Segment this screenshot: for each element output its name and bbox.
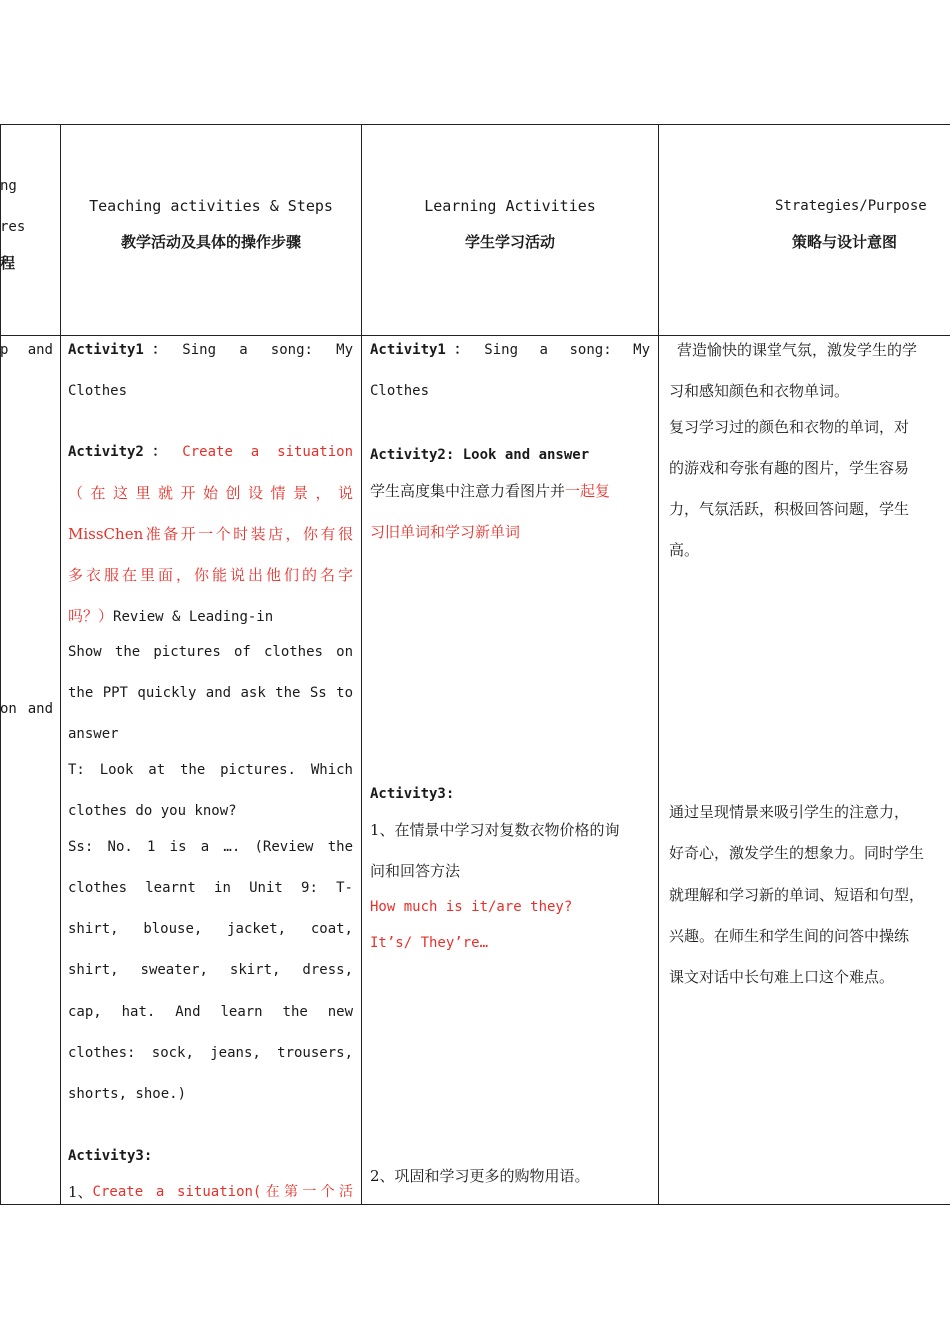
teaching-activity3-line1	[68, 1183, 353, 1201]
teaching-activity2-line8: answer	[68, 726, 119, 742]
learning-activity3-label: Activity3:	[370, 786, 455, 802]
stage-label-warmup: p and	[0, 342, 53, 358]
header-col0-line2: res	[0, 219, 26, 235]
learning-activity2-line1-red: 一起复	[565, 482, 611, 500]
learning-activity3-line1: 1、在情景中学习对复数衣物价格的询	[370, 821, 620, 839]
teaching-activity3-line1-num: 1、	[68, 1183, 93, 1201]
header-strategies-zh: 策略与设计意图	[792, 233, 898, 251]
teaching-activity2-line5-red: 吗？）	[68, 607, 114, 625]
teaching-activity2-line6: Show the pictures of clothes on	[68, 644, 353, 660]
teaching-activity2-line9: T: Look at the pictures. Which	[68, 762, 353, 778]
strategy-p3-line2: 好奇心，激发学生的想象力。同时学生	[669, 844, 925, 862]
teaching-activity2-label: Activity2 ：	[68, 444, 167, 460]
learning-activity2-line1	[370, 482, 610, 500]
strategies-column	[659, 336, 950, 1204]
teaching-activity3-label: Activity3:	[68, 1148, 153, 1164]
header-strategies-en: Strategies/Purpose	[775, 198, 927, 214]
learning-activity2-line1-black: 学生高度集中注意力看图片并	[370, 482, 566, 500]
teaching-activity2-line13: shirt, blouse, jacket, coat,	[68, 921, 353, 937]
teaching-activity1-text: Sing a song: My	[182, 342, 353, 358]
strategy-p2-line4: 高。	[669, 541, 700, 559]
header-col0-line3: 程	[0, 254, 16, 272]
header-col0	[0, 125, 59, 335]
strategy-p3-line3: 就理解和学习新的单词、短语和句型，	[669, 886, 925, 904]
teaching-activity2-title: Create a situation	[182, 444, 353, 460]
strategy-p1-line1: 营造愉快的课堂气氛，激发学生的学	[677, 341, 918, 359]
teaching-activity2-line10: clothes do you know?	[68, 803, 237, 819]
learning-activity3-answer: It’s/ They’re…	[370, 935, 489, 951]
learning-activity3-line5: 2、巩固和学习更多的购物用语。	[370, 1167, 590, 1185]
strategy-p3-line1: 通过呈现情景来吸引学生的注意力，	[669, 803, 910, 821]
strategy-p2-line1: 复习学习过的颜色和衣物的单词，对	[669, 418, 910, 436]
teaching-activity3-line1-text: Create a situation(在第一个活	[92, 1184, 353, 1200]
strategy-p3-line5: 课文对话中长句难上口这个难点。	[669, 968, 895, 986]
teaching-activity2-line12: clothes learnt in Unit 9: T-	[68, 880, 353, 896]
learning-activity3-line2: 问和回答方法	[370, 862, 461, 880]
strategy-p2-line3: 力，气氛活跃，积极回答问题，学生	[669, 500, 910, 518]
learning-activity2-label: Activity2: Look and answer	[370, 447, 590, 463]
table-bottom-border	[0, 1204, 950, 1205]
learning-activity1-label: Activity1 ：	[370, 342, 469, 358]
stage-column	[0, 336, 59, 1204]
teaching-activity2-line17: shorts, shoe.)	[68, 1086, 187, 1102]
teaching-activity2	[68, 443, 353, 461]
learning-activity3-question: How much is it/are they?	[370, 899, 573, 915]
header-teaching-zh: 教学活动及具体的操作步骤	[120, 233, 301, 251]
table-top-border	[0, 124, 950, 125]
teaching-activity1-line2: Clothes	[68, 383, 128, 399]
teaching-activity2-line14: shirt, sweater, skirt, dress,	[68, 962, 353, 978]
teaching-activity2-line2: （在这里就开始创设情景，说	[68, 484, 353, 502]
strategy-p3-line4: 兴趣。在师生和学生间的问答中操练	[669, 927, 910, 945]
learning-activity1-text: Sing a song: My	[484, 342, 650, 358]
learning-column	[362, 336, 657, 1204]
teaching-activity2-line11: Ss: No. 1 is a …. (Review the	[68, 839, 353, 855]
teaching-activity2-line5	[68, 607, 273, 626]
teaching-activity2-line4: 多衣服在里面，你能说出他们的名字	[68, 566, 353, 584]
header-learning-zh: 学生学习活动	[464, 233, 555, 251]
teaching-activity2-line7: the PPT quickly and ask the Ss to	[68, 685, 353, 701]
stage-label-presentation: on and	[0, 701, 53, 717]
teaching-column	[61, 336, 360, 1204]
teaching-activity1	[68, 341, 353, 359]
strategy-p1-line2: 习和感知颜色和衣物单词。	[669, 382, 850, 400]
teaching-activity1-label: Activity1 ：	[68, 342, 167, 358]
teaching-activity2-line5-review: Review & Leading-in	[113, 609, 274, 625]
teaching-activity2-line15: cap, hat. And learn the new	[68, 1004, 353, 1020]
header-learning-en: Learning Activities	[424, 197, 596, 215]
header-teaching-en: Teaching activities & Steps	[89, 197, 333, 215]
learning-activity1-line2: Clothes	[370, 383, 430, 399]
learning-activity1	[370, 341, 650, 359]
learning-activity2-line2: 习旧单词和学习新单词	[370, 523, 521, 541]
teaching-activity2-line3: MissChen准备开一个时装店，你有很	[68, 525, 353, 543]
teaching-activity2-line16: clothes: sock, jeans, trousers,	[68, 1045, 353, 1061]
strategy-p2-line2: 的游戏和夸张有趣的图片，学生容易	[669, 459, 910, 477]
header-col0-line1: ng	[0, 178, 17, 194]
